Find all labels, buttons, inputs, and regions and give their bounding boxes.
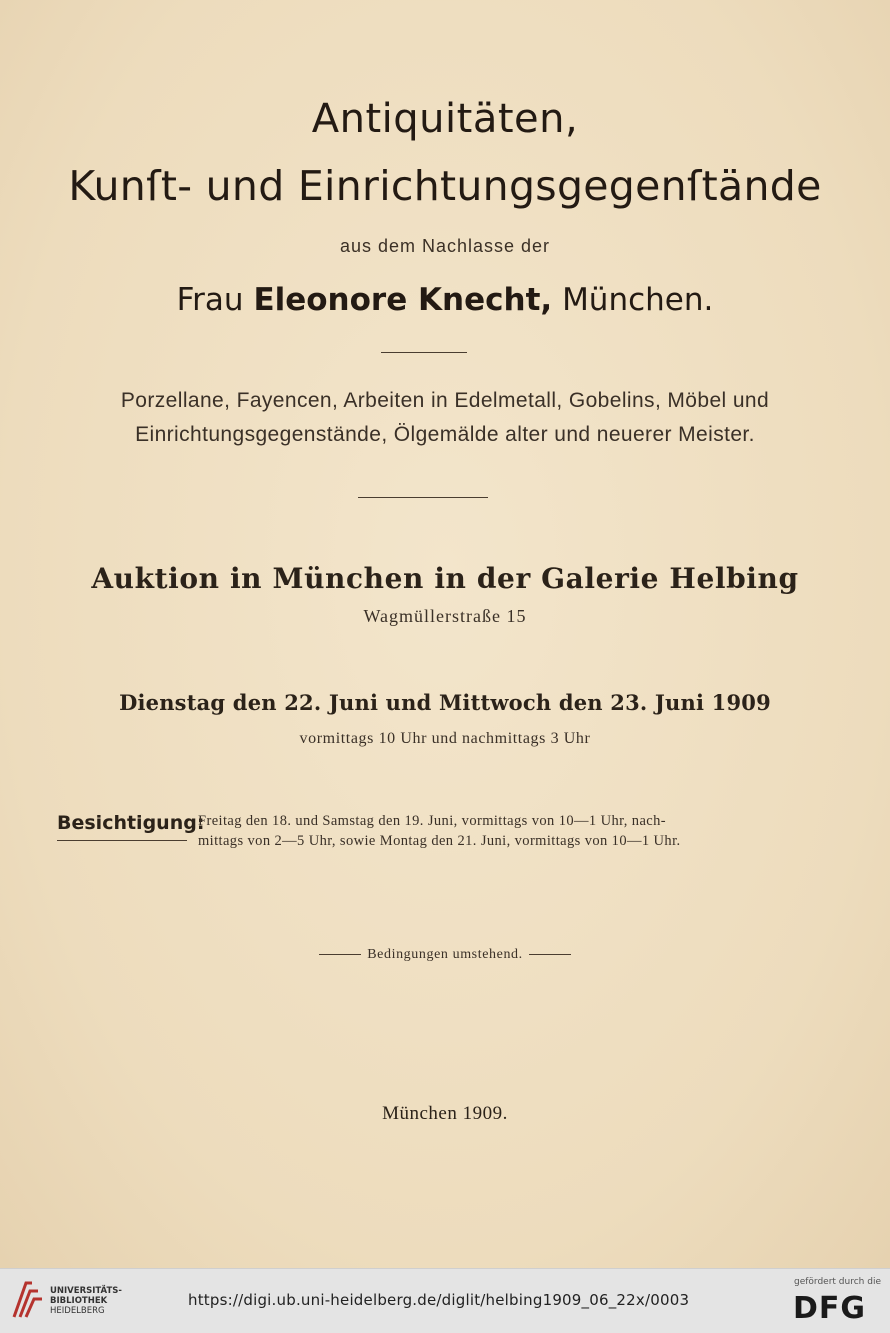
- dfg-logo[interactable]: DFG: [793, 1291, 867, 1326]
- owner-name: Eleonore Knecht,: [253, 282, 553, 318]
- from-line: aus dem Nachlasse der: [339, 236, 551, 256]
- viewing-label-underline: [57, 840, 187, 841]
- auction-dates: Dienstag den 22. Juni und Mittwoch den 23. Juni 1909: [119, 690, 771, 715]
- owner-city: München.: [562, 282, 714, 318]
- funded-by-label: gefördert durch die: [794, 1277, 881, 1287]
- auction-times: vormittags 10 Uhr und nachmittags 3 Uhr: [299, 730, 591, 747]
- title-line-2: Kunſt- und Einrichtungsgegenſtände: [68, 162, 822, 210]
- viewing-line-1: Freitag den 18. und Samstag den 19. Juni, vormittags von 10—1 Uhr, nach-: [198, 813, 666, 829]
- university-library-logo-icon[interactable]: [10, 1277, 44, 1321]
- auction-heading: Auktion in München in der Galerie Helbing: [91, 562, 799, 595]
- viewing-label: Besichtigung:: [57, 812, 205, 834]
- contents-line-2: Einrichtungsgegenstände, Ölgemälde alter und neuerer Meister.: [135, 423, 755, 446]
- conditions-text: Bedingungen umstehend.: [367, 947, 523, 962]
- viewer-footer: [0, 1268, 890, 1333]
- owner-prefix: Frau: [176, 282, 244, 318]
- divider-rule-1: [381, 352, 467, 353]
- contents-description: [0, 384, 890, 452]
- viewing-line-2: mittags von 2—5 Uhr, sowie Montag den 21. Juni, vormittags von 10—1 Uhr.: [198, 833, 681, 849]
- place-year: München 1909.: [382, 1103, 508, 1124]
- library-line-1: UNIVERSITÄTS-: [50, 1286, 122, 1296]
- contents-line-1: Porzellane, Fayencen, Arbeiten in Edelmetall, Gobelins, Möbel und: [120, 389, 770, 412]
- dash-right: [529, 954, 571, 955]
- viewing-times: [198, 811, 788, 851]
- library-line-3: HEIDELBERG: [50, 1306, 105, 1316]
- title-line-1: Antiquitäten,: [311, 96, 579, 142]
- permalink-url[interactable]: https://digi.ub.uni-heidelberg.de/diglit/helbing1909_06_22x/0003: [188, 1291, 690, 1309]
- owner-line: [0, 282, 890, 318]
- conditions-note: [0, 947, 890, 963]
- address: Wagmüllerstraße 15: [363, 606, 527, 626]
- dash-left: [319, 954, 361, 955]
- university-library-name[interactable]: [50, 1286, 122, 1316]
- library-line-2: BIBLIOTHEK: [50, 1296, 108, 1306]
- divider-rule-2: [358, 497, 488, 498]
